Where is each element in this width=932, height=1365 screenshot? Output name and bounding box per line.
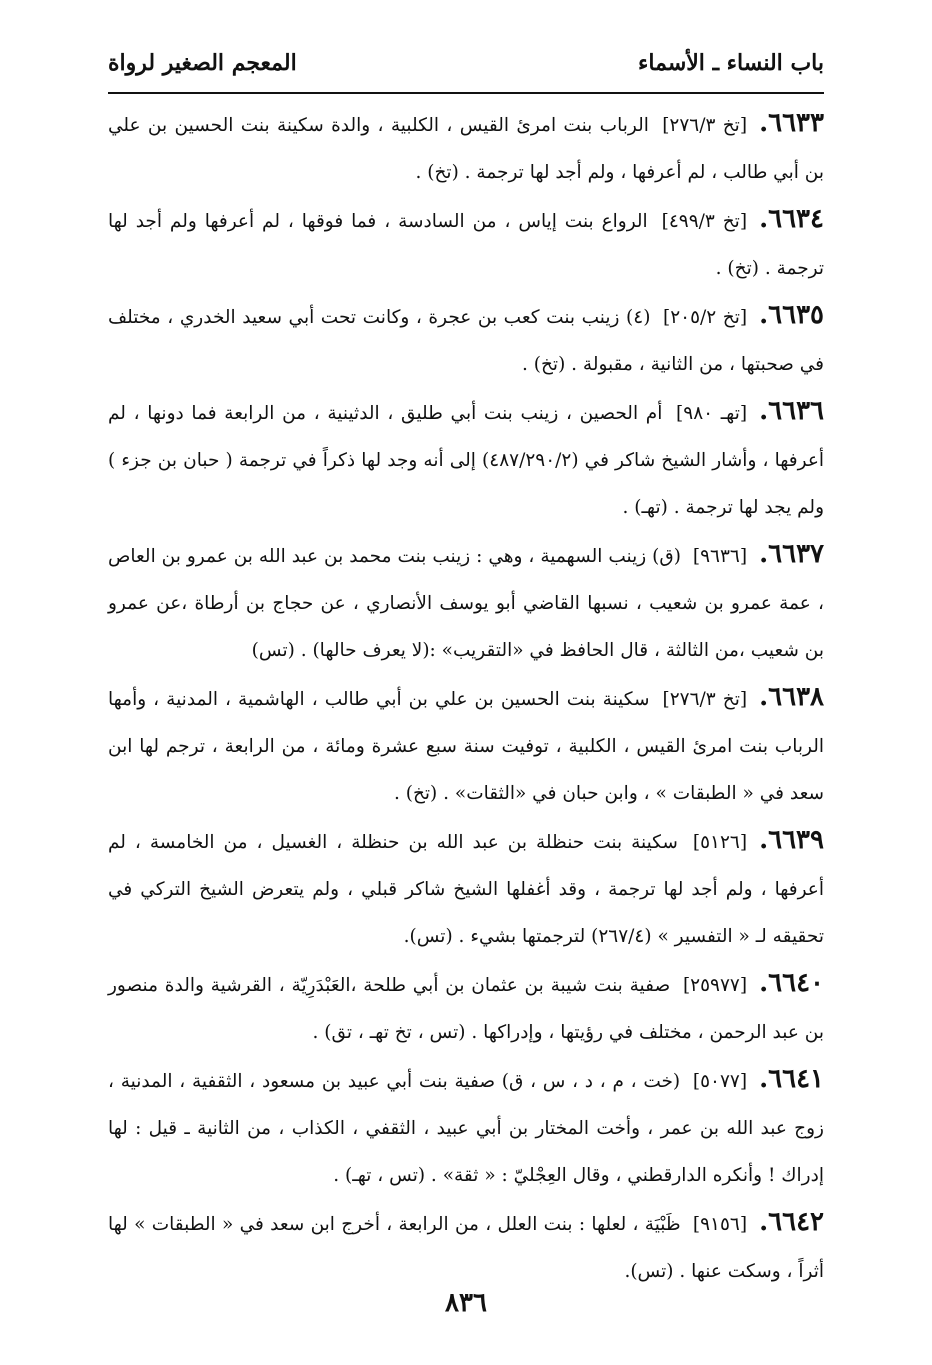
entry-text: أم الحصين ، زينب بنت أبي طليق ، الدثينية ، من الرابعة فما دونها ، لم أعرفها ، وأشار الشيخ شاكر في (٤٨٧/٢٩٠/٢) إلى أنه وجد لها ذكراً في ترجمة ( حبان بن جزء ) ولم يجد لها ترجمة . (تهـ) . [108,403,824,518]
entry-number: ٦٦٣٣. [759,108,824,138]
entry-text: (ق) زينب السهمية ، وهي : زينب بنت محمد بن عبد الله بن عمرو بن العاص ، عمة عمرو بن شعيب ، نسبها القاضي أبو يوسف الأنصاري ، عن حجاج بن أرطاة ،عن عمرو بن شعيب ،من الثالثة ، قال الحافظ في «التقريب» :(لا يعرف حالها) . (تس) [108,546,824,661]
entry-text: صفية بنت شيبة بن عثمان بن أبي طلحة ،العَبْدَرِيّة ، القرشية والدة منصور بن عبد الرحمن ، مختلف في رؤيتها ، وإدراكها . (تس ، تخ تهـ ، تق) . [108,975,824,1043]
entry-6637 [108,531,824,674]
entry-reference: [٩١٥٦] [692,1214,748,1235]
entry-reference: [تخ ٢٧٦/٣] [662,689,748,710]
entry-6638 [108,674,824,817]
entry-6640 [108,960,824,1056]
header-chapter-title: باب النساء ـ الأسماء [638,50,824,76]
entry-6634 [108,196,824,292]
entry-number: ٦٦٣٩. [759,825,824,855]
entry-number: ٦٦٣٧. [759,539,824,569]
entry-6642 [108,1199,824,1295]
entry-text: سكينة بنت الحسين بن علي بن أبي طالب ، الهاشمية ، المدنية ، وأمها الرباب بنت امرئ القيس ، الكلبية ، توفيت سنة سبع عشرة ومائة ، من الرابعة ، ترجم لها ابن سعد في « الطبقات » ، وابن حبان في «الثقات» . (تخ) . [108,689,824,804]
entry-reference: [٢٥٩٧٧] [682,975,748,996]
entry-number: ٦٦٤٠. [759,968,824,998]
entry-reference: [٩٦٣٦] [692,546,748,567]
entry-6641 [108,1056,824,1199]
entry-reference: [تخ ٢٧٦/٣] [662,115,748,136]
entry-reference: [تخ ٤٩٩/٣] [661,211,748,232]
entry-text: الرباب بنت امرئ القيس ، الكلبية ، والدة سكينة بنت الحسين بن علي بن أبي طالب ، لم أعرفها ، ولم أجد لها ترجمة . (تخ) . [108,115,824,183]
entry-6639 [108,817,824,960]
entry-text: الرواع بنت إياس ، من السادسة ، فما فوقها ، لم أعرفها ولم أجد لها ترجمة . (تخ) . [108,211,824,279]
entry-number: ٦٦٤٢. [759,1207,825,1237]
entry-reference: [٥٠٧٧] [692,1071,748,1092]
entry-text: (٤) زينب بنت كعب بن عجرة ، وكانت تحت أبي سعيد الخدري ، مختلف في صحبتها ، من الثانية ، مقبولة . (تخ) . [108,307,824,375]
entry-reference: [تخ ٢٠٥/٢] [662,307,748,328]
entry-number: ٦٦٣٥. [759,300,824,330]
running-header [108,38,824,88]
entries-list [108,100,824,1295]
entry-number: ٦٦٣٦. [759,396,824,426]
entry-6635 [108,292,824,388]
entry-number: ٦٦٣٨. [759,682,824,712]
entry-number: ٦٦٣٤. [759,204,824,234]
entry-number: ٦٦٤١. [759,1064,824,1094]
entry-reference: [تهـ ٩٨٠] [676,403,748,424]
entry-text: سكينة بنت حنظلة بن عبد الله بن حنظلة ، الغسيل ، من الخامسة ، لم أعرفها ، ولم أجد لها ترجمة ، وقد أغفلها الشيخ شاكر قبلي ، ولم يتعرض الشيخ التركي في تحقيقه لـ « التفسير » (٢٦٧/٤) لترجمتها بشيء . (تس). [108,832,824,947]
entry-6633 [108,100,824,196]
header-book-title: المعجم الصغير لرواة [108,50,297,76]
header-rule [108,92,824,94]
entry-6636 [108,388,824,531]
entry-reference: [٥١٢٦] [692,832,748,853]
entry-text: ظَبْيَة ، لعلها : بنت العلل ، من الرابعة ، أخرج ابن سعد في « الطبقات » لها أثراً ، وسكت عنها . (تس). [108,1214,824,1282]
entry-text: (خت ، م ، د ، س ، ق) صفية بنت أبي عبيد بن مسعود ، الثقفية ، المدنية ، زوج عبد الله بن عمر ، وأخت المختار بن أبي عبيد ، الثقفي ، الكذاب ، من الثانية ـ قيل : لها إدراك ! وأنكره الدارقطني ، وقال العِجْليّ : « ثقة» . (تس ، تهـ) . [108,1071,824,1186]
page-number: ٨٣٦ [445,1288,487,1318]
